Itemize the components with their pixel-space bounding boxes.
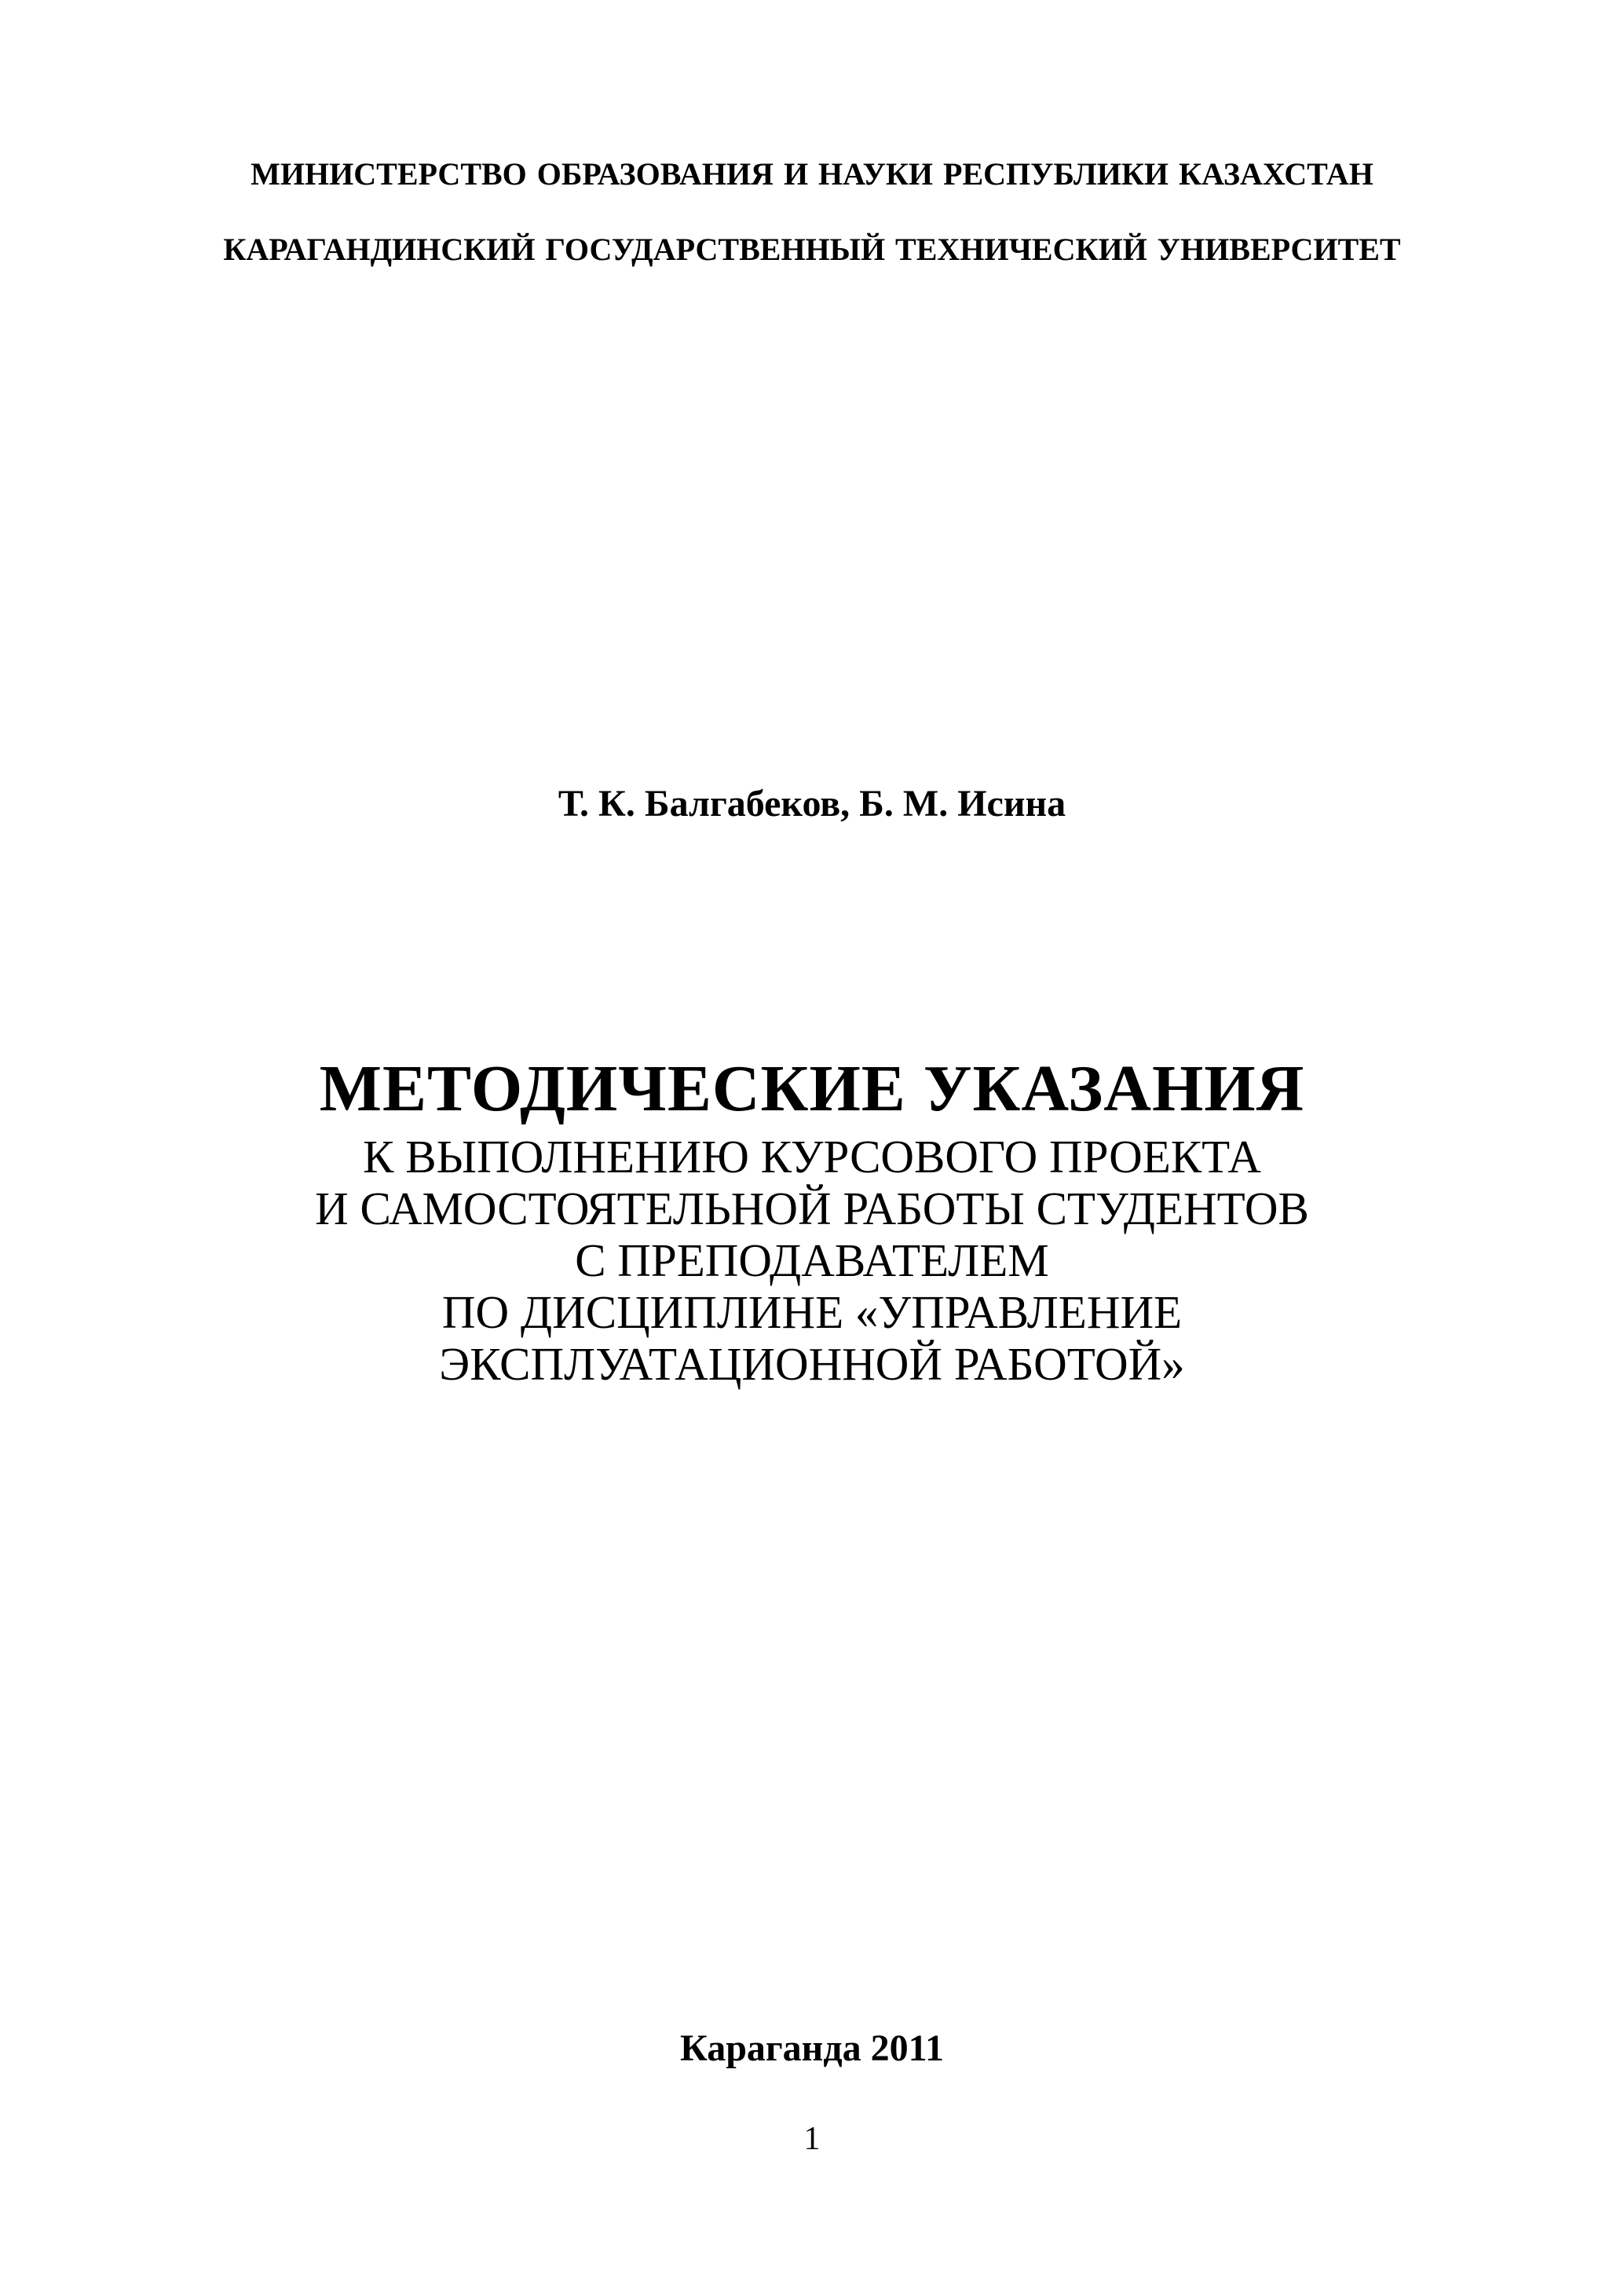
document-title: МЕТОДИЧЕСКИЕ УКАЗАНИЯ bbox=[319, 1052, 1305, 1125]
subtitle-line: К ВЫПОЛНЕНИЮ КУРСОВОГО ПРОЕКТА bbox=[363, 1131, 1261, 1183]
authors: Т. К. Балгабеков, Б. М. Исина bbox=[558, 783, 1066, 824]
subtitle-line: И САМОСТОЯТЕЛЬНОЙ РАБОТЫ СТУДЕНТОВ bbox=[315, 1183, 1309, 1234]
page-number: 1 bbox=[803, 2121, 821, 2157]
ministry-name: МИНИСТЕРСТВО ОБРАЗОВАНИЯ И НАУКИ РЕСПУБЛИКИ КАЗАХСТАН bbox=[251, 156, 1373, 192]
subtitle-line: С ПРЕПОДАВАТЕЛЕМ bbox=[575, 1234, 1049, 1286]
city-year: Караганда 2011 bbox=[680, 2027, 944, 2069]
university-name: КАРАГАНДИНСКИЙ ГОСУДАРСТВЕННЫЙ ТЕХНИЧЕСКИЙ УНИВЕРСИТЕТ bbox=[223, 232, 1401, 267]
subtitle-line: ЭКСПЛУАТАЦИОННОЙ РАБОТОЙ» bbox=[439, 1338, 1185, 1390]
subtitle-line: ПО ДИСЦИПЛИНЕ «УПРАВЛЕНИЕ bbox=[441, 1286, 1183, 1338]
document-subtitle bbox=[0, 1131, 1624, 1390]
